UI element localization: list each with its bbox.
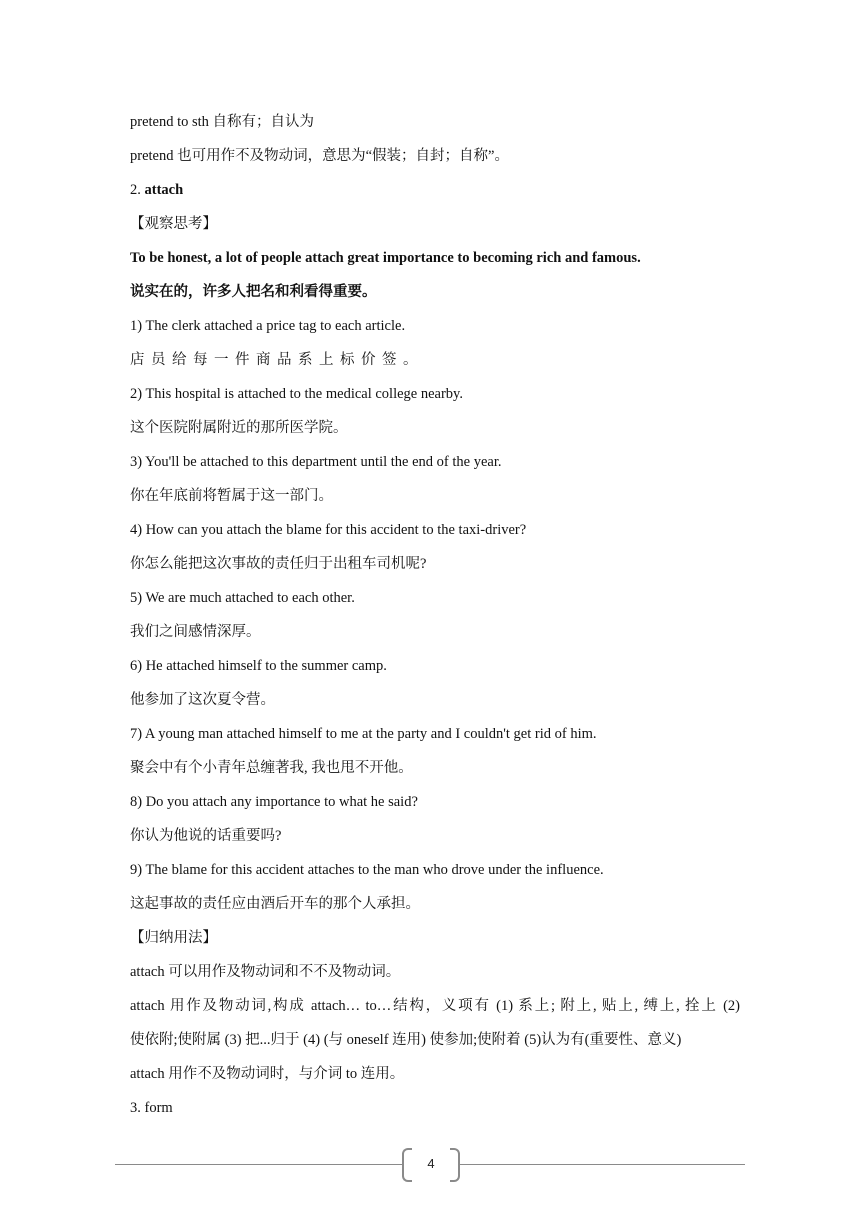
example-english: 7) A young man attached himself to me at the party and I couldn't get rid of him.: [130, 726, 597, 742]
section-keyword: attach: [144, 182, 184, 198]
subsection-heading: 【归纳用法】: [130, 930, 217, 946]
footer-rule-left: [115, 1164, 402, 1165]
example-english: 2) This hospital is attached to the medical college nearby.: [130, 386, 463, 402]
example-sentence-english: To be honest, a lot of people attach great importance to becoming rich and famous.: [130, 250, 641, 266]
example-chinese: 这个医院附属附近的那所医学院。: [130, 420, 348, 436]
usage-note: 使依附;使附属 (3) 把...归于 (4) (与 oneself 连用) 使参加;使附着 (5)认为有(重要性、意义): [130, 1032, 682, 1048]
left-brace-decoration: [402, 1148, 412, 1182]
example-chinese: 这起事故的责任应由酒后开车的那个人承担。: [130, 896, 420, 912]
example-sentence-chinese: 说实在的，许多人把名和利看得重要。: [130, 284, 377, 300]
page-footer: [115, 1148, 745, 1182]
example-chinese: 你认为他说的话重要吗?: [130, 828, 282, 844]
example-chinese: 店员给每一件商品系上标价签。: [130, 352, 424, 368]
example-chinese: 我们之间感情深厚。: [130, 624, 261, 640]
example-english: 4) How can you attach the blame for this accident to the taxi-driver?: [130, 522, 527, 538]
example-english: 1) The clerk attached a price tag to each article.: [130, 318, 406, 334]
example-english: 8) Do you attach any importance to what he said?: [130, 794, 418, 810]
example-chinese: 他参加了这次夏令营。: [130, 692, 275, 708]
example-chinese: 聚会中有个小青年总缠著我, 我也甩不开他。: [130, 760, 413, 776]
subsection-heading: 【观察思考】: [130, 216, 217, 232]
text-line: pretend to sth 自称有；自认为: [130, 114, 315, 130]
section-heading: 3. form: [130, 1100, 173, 1116]
section-number: 2.: [130, 182, 145, 198]
document-body: [130, 108, 740, 1128]
page-number: 4: [427, 1156, 435, 1171]
example-chinese: 你在年底前将暂属于这一部门。: [130, 488, 333, 504]
footer-rule-right: [460, 1164, 745, 1165]
example-english: 3) You'll be attached to this department until the end of the year.: [130, 454, 502, 470]
section-heading: [130, 176, 740, 210]
example-english: 5) We are much attached to each other.: [130, 590, 355, 606]
example-english: 6) He attached himself to the summer camp.: [130, 658, 387, 674]
text-line: pretend 也可用作不及物动词，意思为“假装；自封；自称”。: [130, 148, 509, 164]
usage-note: attach 可以用作及物动词和不不及物动词。: [130, 964, 401, 980]
usage-note: attach 用作及物动词,构成 attach… to…结构，义项有 (1) 系上; 附上, 贴上, 缚上, 拴上 (2): [130, 998, 740, 1014]
example-chinese: 你怎么能把这次事故的责任归于出租车司机呢?: [130, 556, 427, 572]
usage-note: attach 用作不及物动词时，与介词 to 连用。: [130, 1066, 405, 1082]
example-english: 9) The blame for this accident attaches to the man who drove under the influence.: [130, 862, 604, 878]
right-brace-decoration: [450, 1148, 460, 1182]
